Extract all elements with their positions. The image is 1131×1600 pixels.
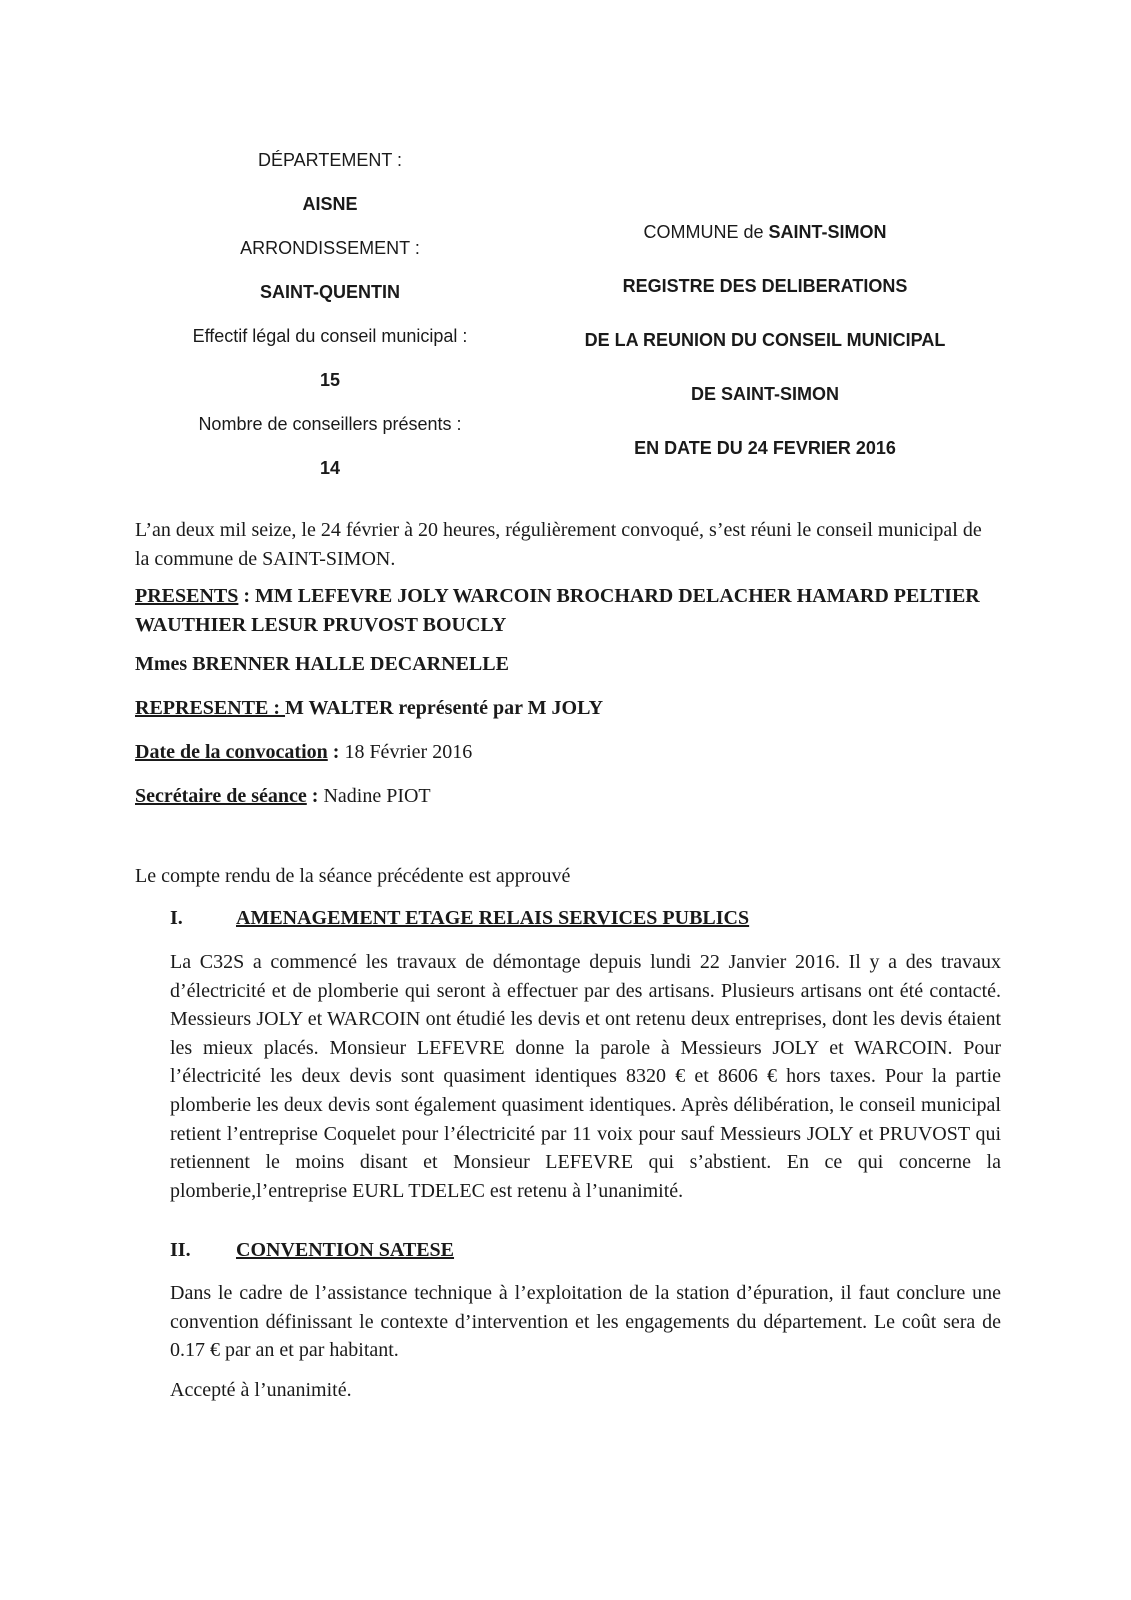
commune-prefix: COMMUNE de: [643, 222, 769, 242]
arrondissement-label: ARRONDISSEMENT :: [240, 238, 420, 258]
commune-name: SAINT-SIMON: [768, 222, 887, 242]
presents-count-label: Nombre de conseillers présents :: [198, 414, 462, 434]
secretaire-sep: :: [306, 785, 324, 807]
section-2-title: CONVENTION SATESE: [236, 1239, 455, 1261]
departement-label: DÉPARTEMENT :: [257, 150, 403, 170]
commune-line: [555, 220, 975, 274]
presents-names: : MM LEFEVRE JOLY WARCOIN BROCHARD DELACHER HAMARD PELTIER WAUTHIER LESUR PRUVOST BOUCLY: [135, 585, 980, 636]
commune-title: DE SAINT-SIMON: [690, 384, 839, 404]
compte-rendu-line: Le compte rendu de la séance précédente est approuvé: [135, 865, 571, 887]
departement-value: AISNE: [302, 194, 358, 214]
intro-paragraph: L’an deux mil seize, le 24 février à 20 heures, régulièrement convoqué, s’est réuni le conseil municipal de la commune de SAINT-SIMON.: [135, 519, 982, 570]
presents-label: PRESENTS: [135, 585, 239, 607]
represente-line: [135, 694, 1001, 723]
reunion-title: DE LA REUNION DU CONSEIL MUNICIPAL: [584, 330, 946, 350]
arrondissement-value: SAINT-QUENTIN: [259, 282, 400, 302]
section-2-accept: Accepté à l’unanimité.: [170, 1379, 352, 1401]
secretaire-line: [135, 782, 1001, 811]
section-1-title: AMENAGEMENT ETAGE RELAIS SERVICES PUBLICS: [236, 907, 750, 929]
section-2-body: Dans le cadre de l’assistance technique à l’exploitation de la station d’épuration, il faut conclure une convention définissant le contexte d’intervention et les engagements du département. Le coût sera de 0.17 € par an et par habitant.: [170, 1282, 1001, 1362]
represente-label: REPRESENTE :: [135, 697, 286, 719]
effectif-label: Effectif légal du conseil municipal :: [192, 326, 468, 346]
convocation-value: 18 Février 2016: [344, 741, 473, 763]
represente-value: M WALTER représenté par M JOLY: [285, 697, 604, 719]
convocation-line: [135, 738, 1001, 767]
effectif-value: 15: [319, 370, 341, 390]
date-title: EN DATE DU 24 FEVRIER 2016: [634, 438, 896, 458]
secretaire-value: Nadine PIOT: [323, 785, 431, 807]
convocation-label: Date de la convocation: [135, 741, 328, 763]
section-1-number: I.: [170, 907, 183, 929]
header-right-block: [555, 220, 975, 490]
presents-count-value: 14: [319, 458, 341, 478]
header-left-block: [150, 148, 510, 500]
registre-title: REGISTRE DES DELIBERATIONS: [622, 276, 908, 296]
convocation-sep: :: [327, 741, 345, 763]
section-2-number: II.: [170, 1239, 191, 1261]
section-1-heading: [170, 904, 749, 933]
mmes-line: Mmes BRENNER HALLE DECARNELLE: [135, 653, 509, 675]
section-2-heading: [170, 1236, 454, 1265]
presents-line: [135, 582, 1001, 640]
section-1-body: La C32S a commencé les travaux de démontage depuis lundi 22 Janvier 2016. Il y a des travaux d’électricité et de plomberie qui seront à effectuer par des artisans. Plusieurs artisans ont été contacté. Messieurs JOLY et WARCOIN ont étudié les devis et ont retenu deux entreprises, dont les devis étaient les mieux placés. Monsieur LEFEVRE donne la parole à Messieurs JOLY et WARCOIN. Pour l’électricité les deux devis sont quasiment identiques 8320 € et 8606 € hors taxes. Pour la partie plomberie les deux devis sont également quasiment identiques. Après délibération, le conseil municipal retient l’entreprise Coquelet pour l’électricité par 11 voix pour sauf Messieurs JOLY et PRUVOST qui retiennent le moins disant et Monsieur LEFEVRE qui s’abstient. En ce qui concerne la plomberie,l’entreprise EURL TDELEC est retenu à l’unanimité.: [170, 951, 1001, 1202]
secretaire-label: Secrétaire de séance: [135, 785, 307, 807]
